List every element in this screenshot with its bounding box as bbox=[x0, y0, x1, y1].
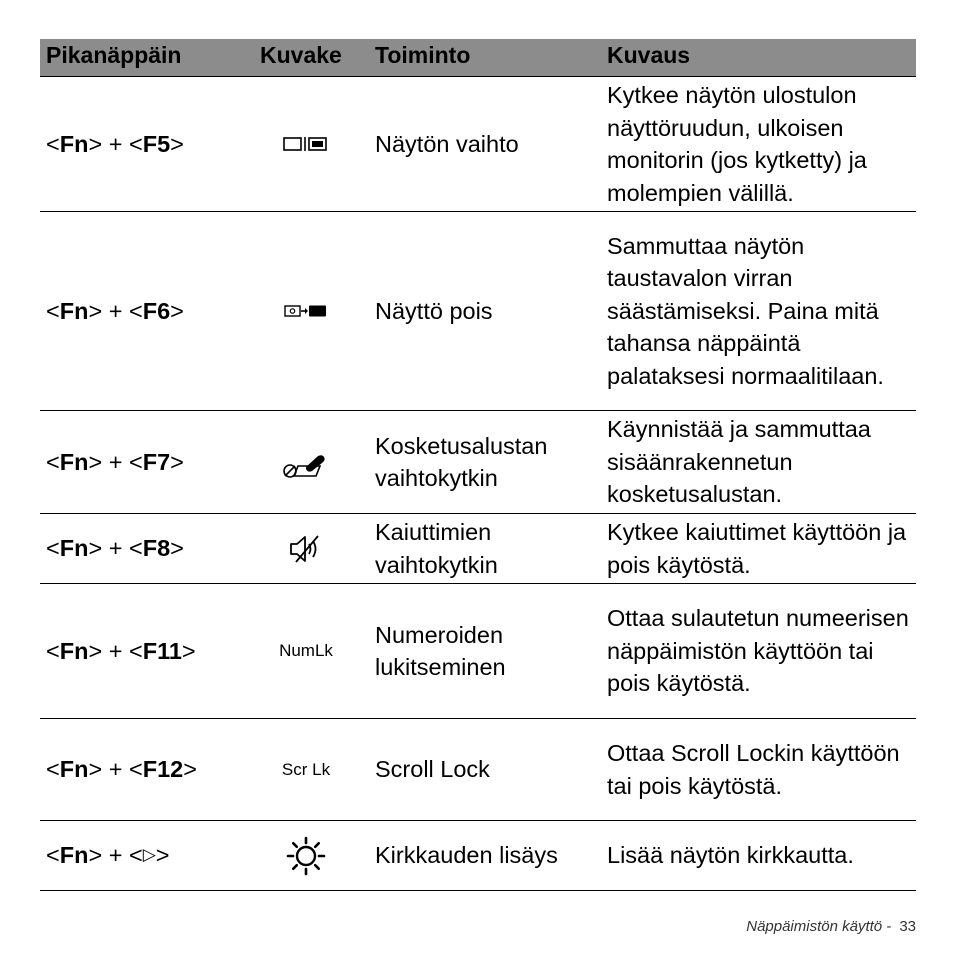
page-footer bbox=[746, 918, 916, 935]
hotkey: < Fn > + < F8 > bbox=[46, 535, 184, 562]
brightness-up-icon bbox=[286, 836, 326, 876]
description: Lisää näytön kirkkautta. bbox=[607, 842, 854, 869]
function-label: Scroll Lock bbox=[375, 756, 490, 783]
function-label: Näyttö pois bbox=[375, 297, 493, 324]
header-function: Toiminto bbox=[375, 42, 471, 68]
hotkey: < Fn > + < F6 > bbox=[46, 297, 184, 324]
hotkey: < Fn > + < F12 > bbox=[46, 756, 197, 783]
hotkey: < Fn > + < F7 > bbox=[46, 448, 184, 475]
speaker-mute-icon bbox=[288, 534, 324, 564]
header-icon: Kuvake bbox=[260, 42, 342, 68]
hotkey: < Fn > + < F5 > bbox=[46, 130, 184, 157]
right-arrow-key: ▷ bbox=[142, 845, 156, 865]
hotkey: < Fn > + < ▷ > bbox=[46, 821, 252, 890]
description: Ottaa Scroll Lockin käyttöön tai pois käytöstä. bbox=[607, 740, 900, 799]
touchpad-toggle-icon bbox=[282, 453, 330, 481]
scrolllock-label: Scr Lk bbox=[281, 759, 331, 779]
table-row bbox=[40, 821, 916, 891]
description: Kytkee näytön ulostulon näyttöruudun, ulkoisen monitorin (jos kytketty) ja molempien välillä. bbox=[607, 82, 867, 206]
header-hotkey: Pikanäppäin bbox=[46, 42, 182, 68]
description: Sammuttaa näytön taustavalon virran säästämiseksi. Paina mitä tahansa näppäintä palataksesi normaalitilaan. bbox=[607, 232, 884, 389]
function-label: Numeroiden lukitseminen bbox=[375, 621, 506, 680]
function-label: Kaiuttimien vaihtokytkin bbox=[375, 519, 498, 578]
hotkey: < Fn > + < F11 > bbox=[46, 637, 196, 664]
table-header bbox=[40, 39, 916, 77]
table-row bbox=[40, 719, 916, 821]
table-row bbox=[40, 514, 916, 584]
display-off-icon bbox=[284, 304, 328, 318]
description: Kytkee kaiuttimet käyttöön ja pois käytöstä. bbox=[607, 519, 907, 578]
table-row bbox=[40, 411, 916, 514]
table-row bbox=[40, 77, 916, 212]
description: Käynnistää ja sammuttaa sisäänrakennetun kosketusalustan. bbox=[607, 416, 871, 508]
table-row bbox=[40, 584, 916, 719]
table-row bbox=[40, 212, 916, 411]
function-label: Kosketusalustan vaihtokytkin bbox=[375, 432, 548, 491]
page-number: 33 bbox=[899, 918, 916, 935]
function-label: Näytön vaihto bbox=[375, 130, 519, 157]
description: Ottaa sulautetun numeerisen näppäimistön käyttöön tai pois käytöstä. bbox=[607, 605, 909, 697]
function-label: Kirkkauden lisäys bbox=[375, 842, 558, 869]
display-toggle-icon bbox=[283, 136, 329, 152]
numlock-label: NumLk bbox=[279, 641, 333, 660]
footer-title: Näppäimistön käyttö - bbox=[746, 918, 892, 935]
header-description: Kuvaus bbox=[607, 42, 691, 68]
hotkey-table bbox=[40, 39, 916, 891]
